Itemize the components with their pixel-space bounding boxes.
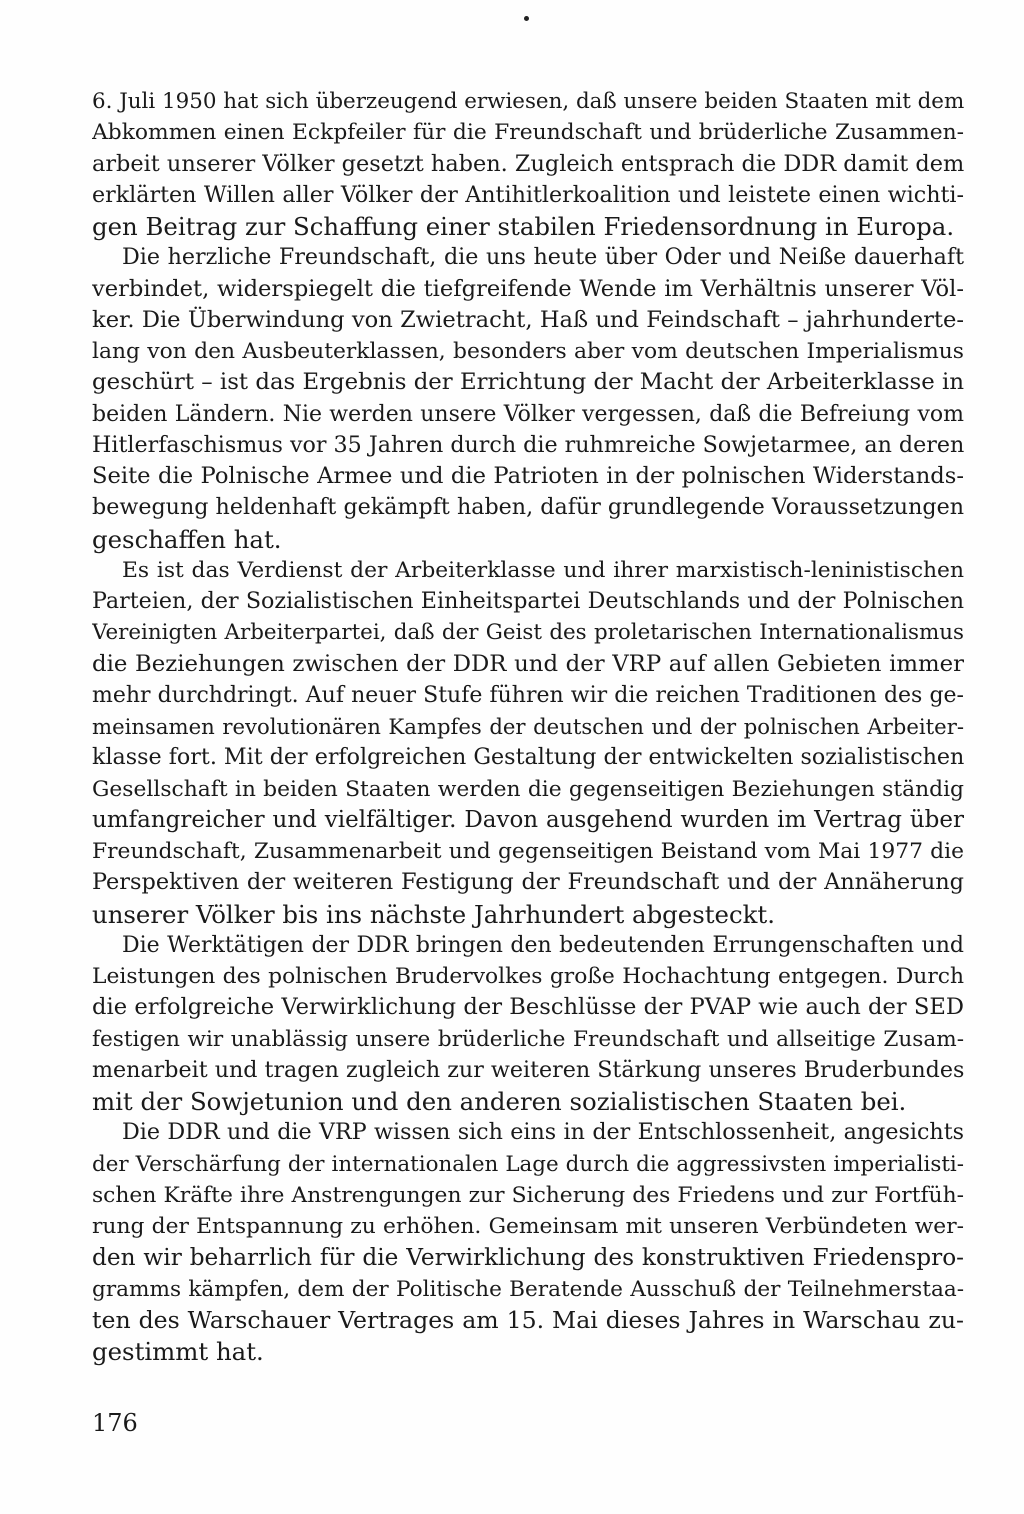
- text-line: Freundschaft, Zusammenarbeit und gegenseitigen Beistand vom Mai 1977 die: [92, 839, 964, 864]
- text-line: Die Werktätigen der DDR bringen den bedeutenden Errungenschaften und: [122, 932, 964, 958]
- text-line: der Verschärfung der internationalen Lage durch die aggressivsten imperialisti-: [92, 1151, 964, 1177]
- text-line: geschürt – ist das Ergebnis der Errichtung der Macht der Arbeiterklasse in: [92, 369, 964, 396]
- text-line: erklärten Willen aller Völker der Antihitlerkoalition und leistete einen wichti-: [92, 181, 964, 208]
- text-line: Hitlerfaschismus vor 35 Jahren durch die ruhmreiche Sowjetarmee, an deren: [92, 431, 964, 458]
- text-line: verbindet, widerspiegelt die tiefgreifende Wende im Verhältnis unserer Völ-: [92, 275, 964, 302]
- text-line: arbeit unserer Völker gesetzt haben. Zugleich entsprach die DDR damit dem: [92, 150, 964, 177]
- text-line: Die DDR und die VRP wissen sich eins in der Entschlossenheit, angesichts: [122, 1119, 964, 1146]
- text-line: Leistungen des polnischen Brudervolkes große Hochachtung entgegen. Durch: [92, 964, 964, 989]
- text-line: unserer Völker bis ins nächste Jahrhundert abgesteckt.: [92, 899, 775, 929]
- text-line: meinsamen revolutionären Kampfes der deutschen und der polnischen Arbeiter-: [92, 714, 964, 739]
- text-line: gen Beitrag zur Schaffung einer stabilen Friedensordnung in Europa.: [92, 212, 955, 241]
- text-line: festigen wir unablässig unsere brüderliche Freundschaft und allseitige Zusam-: [92, 1026, 964, 1052]
- text-line: Es ist das Verdienst der Arbeiterklasse und ihrer marxistisch-leninistischen: [122, 557, 964, 583]
- text-line: mit der Sowjetunion und den anderen sozialistischen Staaten bei.: [92, 1087, 907, 1116]
- text-line: Gesellschaft in beiden Staaten werden die gegenseitigen Beziehungen ständig: [92, 776, 964, 802]
- text-line: beiden Ländern. Nie werden unsere Völker vergessen, daß die Befreiung vom: [92, 401, 964, 427]
- text-line: ten des Warschauer Vertrages am 15. Mai dieses Jahres in Warschau zu-: [92, 1305, 964, 1334]
- text-line: die erfolgreiche Verwirklichung der Beschlüsse der PVAP wie auch der SED: [92, 994, 964, 1021]
- body-text: [92, 86, 964, 1367]
- text-line: klasse fort. Mit der erfolgreichen Gestaltung der entwickelten sozialistischen: [92, 744, 964, 771]
- text-line: Abkommen einen Eckpfeiler für die Freundschaft und brüderliche Zusammen-: [92, 120, 964, 146]
- text-line: umfangreicher und vielfältiger. Davon ausgehend wurden im Vertrag über: [92, 806, 964, 833]
- text-line: Vereinigten Arbeiterpartei, daß der Geist des proletarischen Internationalismus: [92, 620, 964, 646]
- top-mark-dot: [524, 16, 529, 21]
- text-line: mehr durchdringt. Auf neuer Stufe führen wir die reichen Traditionen des ge-: [92, 682, 964, 708]
- text-line: 6. Juli 1950 hat sich überzeugend erwiesen, daß unsere beiden Staaten mit dem: [92, 89, 964, 114]
- text-line: menarbeit und tragen zugleich zur weiteren Stärkung unseres Bruderbundes: [92, 1056, 964, 1083]
- text-line: bewegung heldenhaft gekämpft haben, dafür grundlegende Voraussetzungen: [92, 494, 964, 521]
- text-line: gestimmt hat.: [92, 1337, 264, 1366]
- text-line: lang von den Ausbeuterklassen, besonders aber vom deutschen Imperialismus: [92, 339, 964, 364]
- text-line: Perspektiven der weiteren Festigung der Freundschaft und der Annäherung: [92, 869, 964, 896]
- text-line: Parteien, der Sozialistischen Einheitspartei Deutschlands und der Polnischen: [92, 588, 964, 614]
- text-line: geschaffen hat.: [92, 524, 282, 554]
- text-line: die Beziehungen zwischen der DDR und der VRP auf allen Gebieten immer: [92, 650, 964, 677]
- text-line: Die herzliche Freundschaft, die uns heute über Oder und Neiße dauerhaft: [122, 244, 964, 271]
- page-number: 176: [92, 1409, 138, 1437]
- text-line: Seite die Polnische Armee und die Patrioten in der polnischen Widerstands-: [92, 463, 964, 489]
- text-line: gramms kämpfen, dem der Politische Beratende Ausschuß der Teilnehmerstaa-: [92, 1276, 964, 1302]
- text-line: schen Kräfte ihre Anstrengungen zur Sicherung des Friedens und zur Fortfüh-: [92, 1182, 964, 1208]
- text-line: den wir beharrlich für die Verwirklichung des konstruktiven Friedenspro-: [92, 1244, 964, 1272]
- text-line: rung der Entspannung zu erhöhen. Gemeinsam mit unseren Verbündeten wer-: [92, 1214, 964, 1239]
- text-line: ker. Die Überwindung von Zwietracht, Haß und Feindschaft – jahrhunderte-: [92, 306, 964, 333]
